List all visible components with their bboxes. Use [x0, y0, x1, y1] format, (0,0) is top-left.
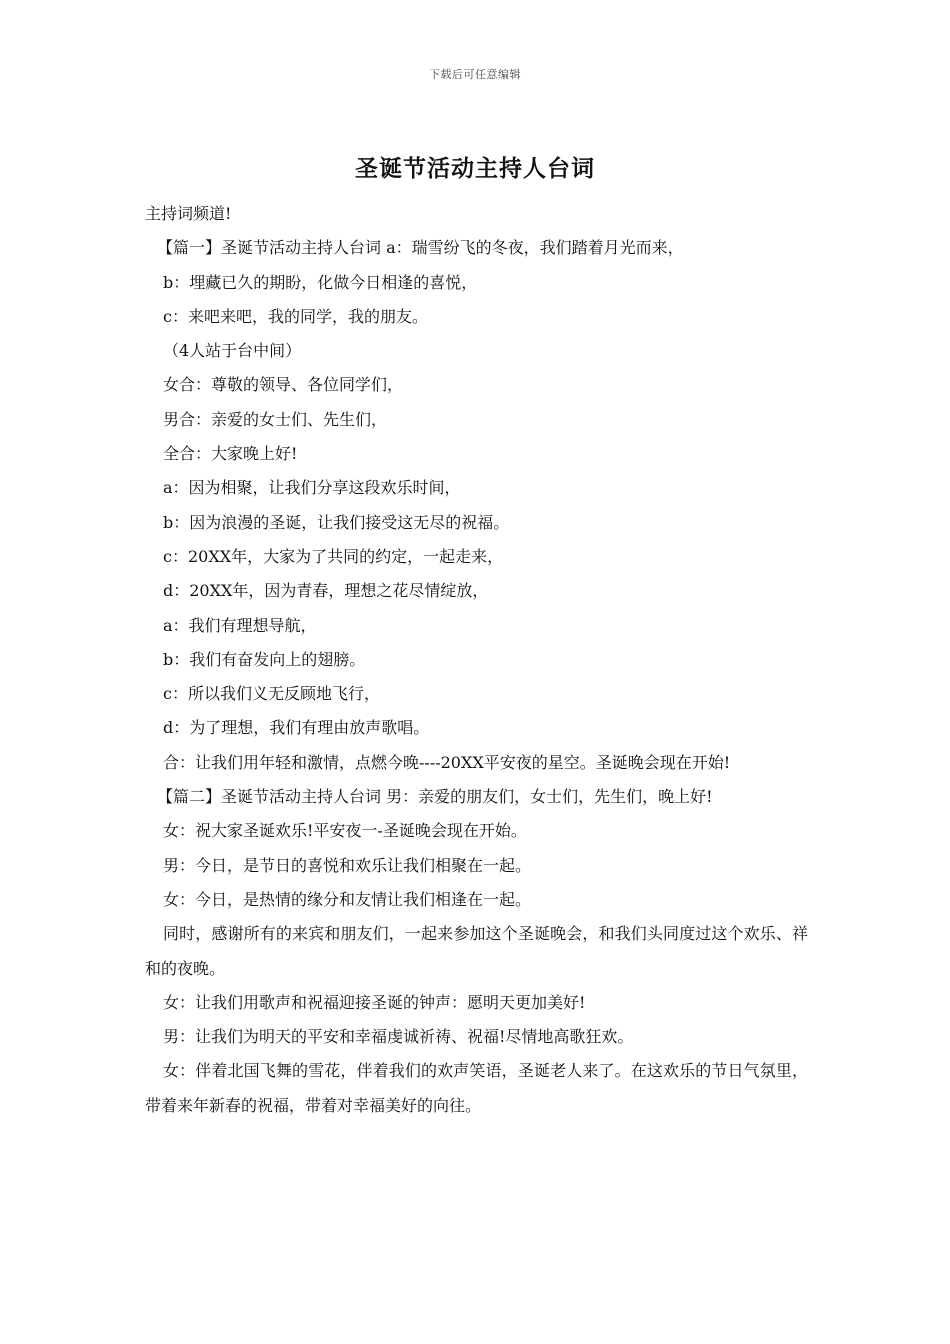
- paragraph-line: 女：伴着北国飞舞的雪花，伴着我们的欢声笑语，圣诞老人来了。在这欢乐的节日气氛里，带着来年新春的祝福，带着对幸福美好的向往。: [145, 1061, 808, 1115]
- page-header-note: 下载后可任意编辑: [429, 68, 521, 81]
- paragraph-line: a：因为相聚，让我们分享这段欢乐时间，: [163, 478, 461, 498]
- paragraph-line: 女：让我们用歌声和祝福迎接圣诞的钟声：愿明天更加美好!: [163, 992, 586, 1012]
- paragraph-line: c：来吧来吧，我的同学，我的朋友。: [163, 306, 428, 326]
- paragraph-line: c：20XX年，大家为了共同的约定，一起走来，: [163, 546, 504, 566]
- paragraph-section-one-heading: 【篇一】圣诞节活动主持人台词 a：瑞雪纷飞的冬夜，我们踏着月光而来，: [157, 238, 684, 258]
- paragraph-line: a：我们有理想导航，: [163, 615, 317, 635]
- paragraph-line: b：我们有奋发向上的翅膀。: [163, 649, 366, 669]
- paragraph-line: 女：今日，是热情的缘分和友情让我们相逢在一起。: [163, 889, 532, 909]
- document-body: [145, 197, 808, 1123]
- paragraph-intro: 主持词频道!: [145, 204, 232, 223]
- paragraph-line: 男：让我们为明天的平安和幸福虔诚祈祷、祝福!尽情地高歌狂欢。: [163, 1027, 634, 1047]
- paragraph-line: d：为了理想，我们有理由放声歌唱。: [163, 718, 430, 738]
- paragraph-line: 同时，感谢所有的来宾和朋友们，一起来参加这个圣诞晚会，和我们头同度过这个欢乐、祥和的夜晚。: [145, 924, 808, 978]
- paragraph-stage-direction: （4人站于台中间）: [163, 341, 302, 361]
- paragraph-line: b：因为浪漫的圣诞，让我们接受这无尽的祝福。: [163, 512, 510, 532]
- paragraph-line: 女合：尊敬的领导、各位同学们，: [163, 375, 404, 395]
- paragraph-line: 全合：大家晚上好!: [163, 444, 298, 464]
- paragraph-line: 男合：亲爱的女士们、先生们，: [163, 409, 388, 429]
- paragraph-line: d：20XX年，因为青春，理想之花尽情绽放，: [163, 581, 489, 601]
- paragraph-line: 男：今日，是节日的喜悦和欢乐让我们相聚在一起。: [163, 855, 532, 875]
- paragraph-line: c：所以我们义无反顾地飞行，: [163, 684, 380, 704]
- paragraph-line: 合：让我们用年轻和激情，点燃今晚----20XX平安夜的星空。圣诞晚会现在开始!: [163, 752, 731, 772]
- paragraph-line: b：埋藏已久的期盼，化做今日相逢的喜悦，: [163, 272, 478, 292]
- paragraph-section-two-heading: 【篇二】圣诞节活动主持人台词 男：亲爱的朋友们，女士们，先生们，晚上好!: [157, 787, 713, 807]
- document-title: 圣诞节活动主持人台词: [355, 155, 595, 182]
- paragraph-line: 女：祝大家圣诞欢乐!平安夜一-圣诞晚会现在开始。: [163, 821, 527, 841]
